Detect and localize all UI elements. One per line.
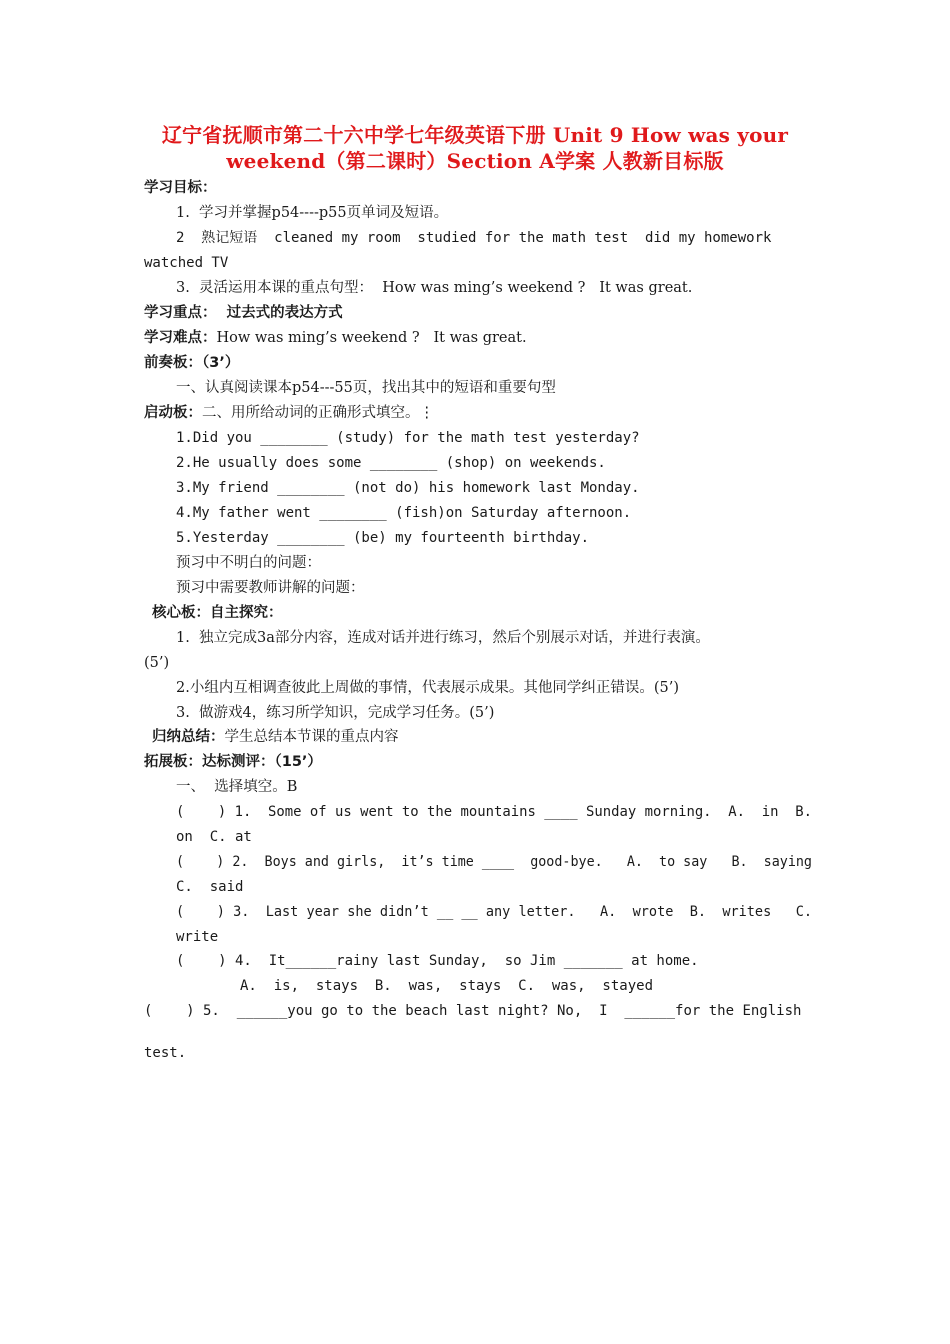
core-item-3: 3. 做游戏4，练习所学知识，完成学习任务。(5’) [176, 705, 495, 721]
prelude-heading: 前奏板：（3’） [144, 355, 240, 371]
choice-question-2-cont: C. said [176, 879, 244, 895]
fill-question-4: 4.My father went ________ (fish)on Saturday afternoon. [176, 505, 632, 521]
extension-subheading: 一、 选择填空。B [176, 779, 298, 795]
fill-question-1: 1.Did you ________ (study) for the math test yesterday? [176, 430, 640, 446]
core-heading: 核心板：自主探究： [152, 605, 283, 621]
objectives-heading: 学习目标： [144, 180, 217, 196]
startup-text: 二、用所给动词的正确形式填空。⋮ [202, 405, 434, 421]
choice-question-5-cont: test. [144, 1045, 187, 1061]
core-item-1-cont: (5’) [144, 655, 170, 671]
unclear-questions: 预习中不明白的问题： [176, 555, 321, 571]
choice-question-5: ( ) 5. ______you go to the beach last night? No, I ______for the English [144, 1003, 802, 1019]
fill-question-3: 3.My friend ________ (not do) his homework last Monday. [176, 480, 640, 496]
fill-question-2: 2.He usually does some ________ (shop) on weekends. [176, 455, 606, 471]
objective-3: 3. 灵活运用本课的重点句型： How was ming’s weekend ? It was great. [176, 280, 693, 296]
summary-label: 归纳总结： [152, 729, 225, 745]
choice-question-4-options: A. is, stays B. was, stays C. was, stayed [240, 978, 654, 994]
difficulty-label: 学习难点： [144, 330, 217, 346]
prelude-item-1: 一、认真阅读课本p54---55页，找出其中的短语和重要句型 [176, 380, 556, 396]
teacher-explain-questions: 预习中需要教师讲解的问题： [176, 580, 365, 596]
choice-question-3-cont: write [176, 929, 219, 945]
extension-heading: 拓展板：达标测评：（15’） [144, 754, 322, 770]
focus-line [144, 303, 343, 323]
startup-line [144, 403, 434, 423]
startup-label: 启动板： [144, 405, 202, 421]
objective-2: 2 熟记短语 cleaned my room studied for the math test did my homework [176, 230, 772, 246]
title-line-1: 辽宁省抚顺市第二十六中学七年级英语下册 Unit 9 How was your [161, 123, 789, 147]
summary-line [152, 727, 399, 747]
difficulty-line [144, 328, 527, 348]
choice-question-4: ( ) 4. It______rainy last Sunday, so Jim _______ at home. [176, 953, 699, 969]
choice-question-2: ( ) 2. Boys and girls, it’s time ____ good-bye. A. to say B. saying [176, 854, 812, 870]
choice-question-1: ( ) 1. Some of us went to the mountains ____ Sunday morning. A. in B. [176, 804, 812, 820]
fill-question-5: 5.Yesterday ________ (be) my fourteenth birthday. [176, 530, 590, 546]
objective-2-cont: watched TV [144, 255, 229, 271]
difficulty-text: How was ming’s weekend ? It was great. [216, 330, 527, 346]
core-item-1: 1. 独立完成3a部分内容，连成对话并进行练习，然后个别展示对话，并进行表演。 [176, 630, 710, 646]
core-item-2: 2.小组内互相调查彼此上周做的事情，代表展示成果。其他同学纠正错误。(5’) [176, 680, 679, 696]
choice-question-1-cont: on C. at [176, 829, 252, 845]
choice-question-3: ( ) 3. Last year she didn’t __ __ any letter. A. wrote B. writes C. [176, 904, 813, 920]
title-line-2: weekend（第二课时）Section A学案 人教新目标版 [226, 149, 724, 173]
focus-text: 过去式的表达方式 [216, 305, 343, 321]
document-title [130, 122, 820, 174]
focus-label: 学习重点： [144, 305, 217, 321]
summary-text: 学生总结本节课的重点内容 [224, 729, 399, 745]
objective-1: 1. 学习并掌握p54----p55页单词及短语。 [176, 205, 449, 221]
